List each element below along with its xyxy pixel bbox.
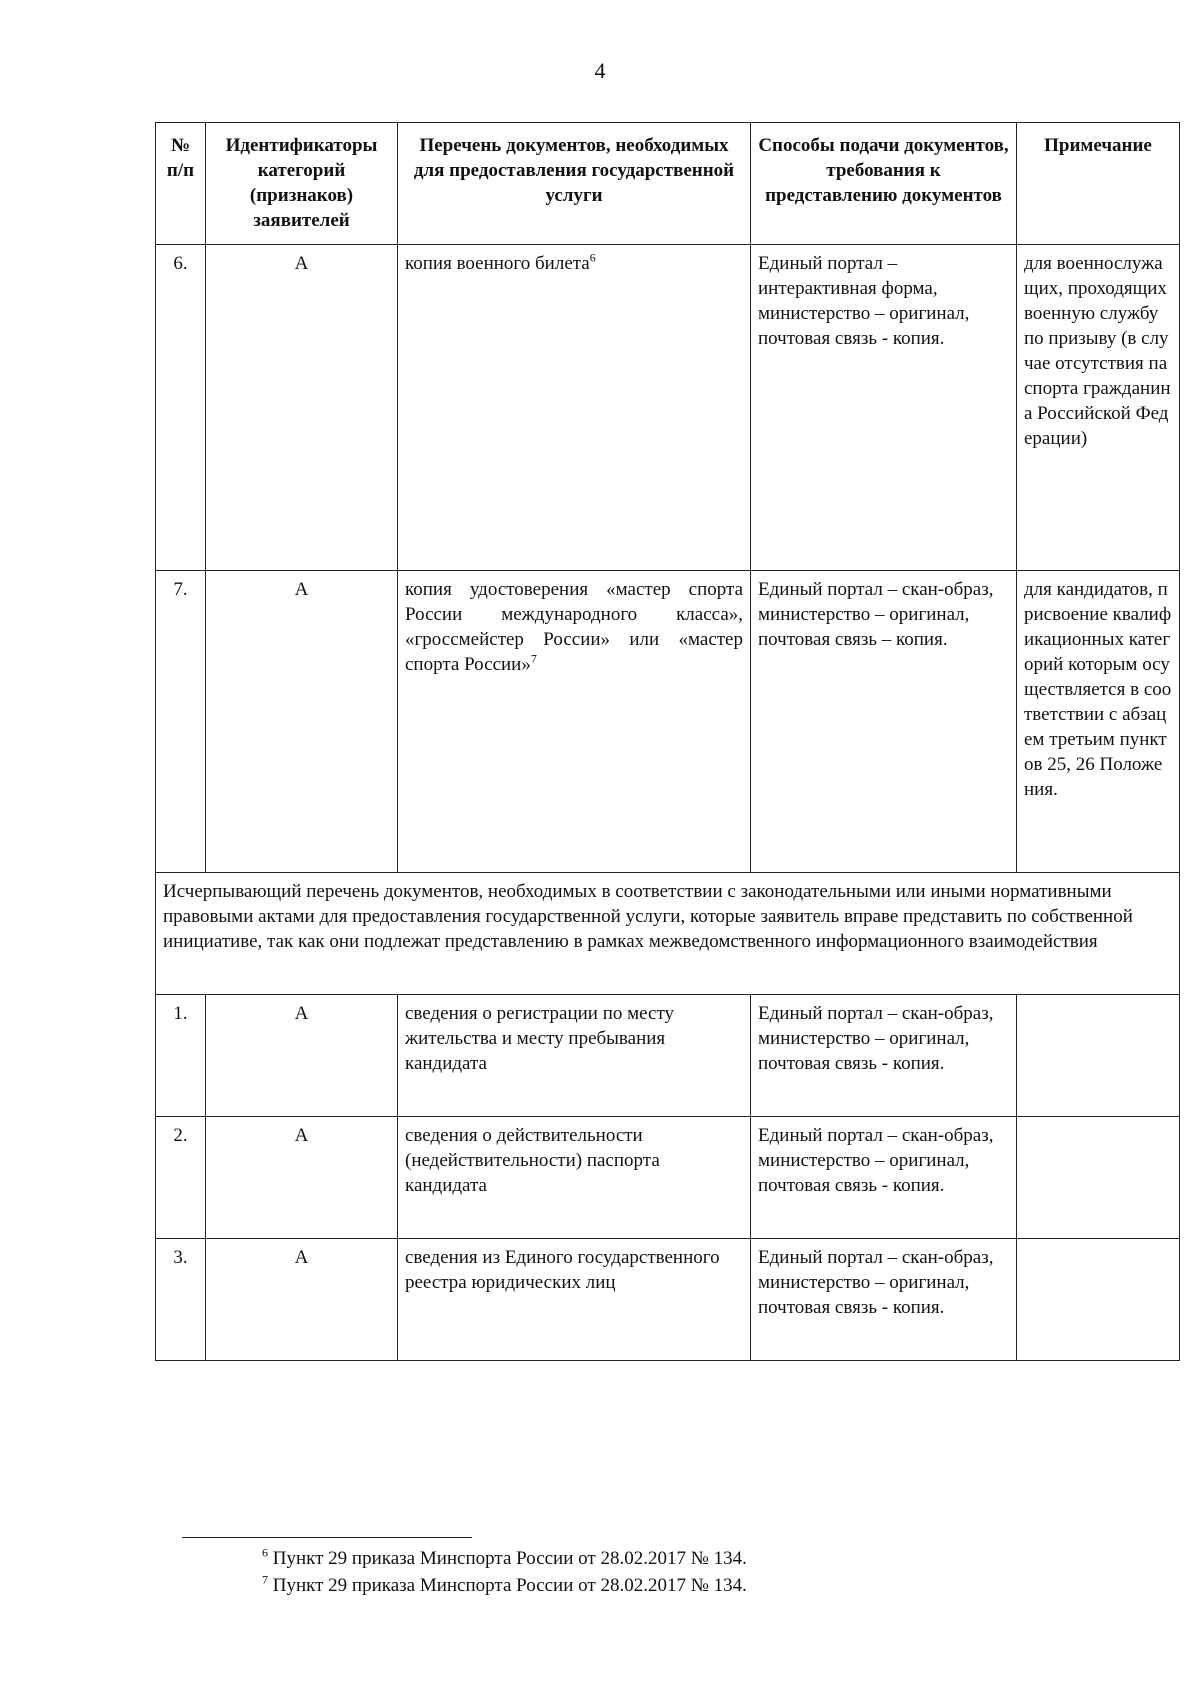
- row-number: 2.: [156, 1117, 206, 1239]
- header-identifiers: Идентификаторы категорий (признаков) заявителей: [206, 123, 398, 245]
- footnote-mark: 6: [262, 1545, 268, 1560]
- footnote: [262, 1545, 747, 1572]
- row-identifier: А: [206, 1117, 398, 1239]
- table-row: [156, 245, 1180, 571]
- row-document-text: копия военного билета: [405, 253, 590, 274]
- row-note: [1017, 1239, 1180, 1361]
- row-number: 6.: [156, 245, 206, 571]
- footnote-divider: [182, 1537, 472, 1538]
- footnote-mark: 7: [262, 1572, 268, 1587]
- row-method: Единый портал – скан-образ, министерство – оригинал, почтовая связь - копия.: [751, 995, 1017, 1117]
- row-note: [1017, 1117, 1180, 1239]
- row-identifier: А: [206, 571, 398, 873]
- table-header-row: [156, 123, 1180, 245]
- header-documents: Перечень документов, необходимых для предоставления государственной услуги: [398, 123, 751, 245]
- footnote-text: Пункт 29 приказа Минспорта России от 28.02.2017 № 134.: [272, 1548, 747, 1569]
- footnote-ref: 6: [589, 250, 596, 265]
- section-heading: Исчерпывающий перечень документов, необходимых в соответствии с законодательными или иными нормативными правовыми актами для предоставления государственной услуги, которые заявитель вправе представить по собственной инициативе, так как они подлежат представлению в рамках межведомственного информационного взаимодействия: [156, 873, 1180, 995]
- row-identifier: А: [206, 995, 398, 1117]
- row-document-text: копия удостоверения «мастер спорта России международного класса», «гроссмейстер России» или «мастер спорта России»: [405, 579, 743, 675]
- row-number: 7.: [156, 571, 206, 873]
- row-note: для военнослужащих, проходящих военную службу по призыву (в случае отсутствия паспорта гражданина Российской Федерации): [1017, 245, 1180, 571]
- row-document: [398, 571, 751, 873]
- row-document: [398, 245, 751, 571]
- footnote-ref: 7: [530, 651, 537, 666]
- row-document: сведения о регистрации по месту жительства и месту пребывания кандидата: [398, 995, 751, 1117]
- table-row: [156, 571, 1180, 873]
- row-note: [1017, 995, 1180, 1117]
- footnote: [262, 1572, 747, 1599]
- table-row: [156, 1239, 1180, 1361]
- row-method: Единый портал – скан-образ, министерство – оригинал, почтовая связь – копия.: [751, 571, 1017, 873]
- row-method: Единый портал – скан-образ, министерство – оригинал, почтовая связь - копия.: [751, 1239, 1017, 1361]
- header-number: № п/п: [156, 123, 206, 245]
- footnotes: [262, 1545, 747, 1599]
- row-number: 1.: [156, 995, 206, 1117]
- footnote-text: Пункт 29 приказа Минспорта России от 28.02.2017 № 134.: [272, 1575, 747, 1596]
- row-method: Единый портал – интерактивная форма, министерство – оригинал, почтовая связь - копия.: [751, 245, 1017, 571]
- documents-table: [155, 122, 1180, 1361]
- section-row: [156, 873, 1180, 995]
- row-note: для кандидатов, присвоение квалификационных категорий которым осуществляется в соответствии с абзацем третьим пунктов 25, 26 Положения.: [1017, 571, 1180, 873]
- row-number: 3.: [156, 1239, 206, 1361]
- row-method: Единый портал – скан-образ, министерство – оригинал, почтовая связь - копия.: [751, 1117, 1017, 1239]
- header-methods: Способы подачи документов, требования к представлению документов: [751, 123, 1017, 245]
- table-row: [156, 995, 1180, 1117]
- row-identifier: А: [206, 245, 398, 571]
- page-number: 4: [594, 58, 606, 83]
- table-row: [156, 1117, 1180, 1239]
- row-identifier: А: [206, 1239, 398, 1361]
- header-note: Примечание: [1017, 123, 1180, 245]
- row-document: сведения из Единого государственного реестра юридических лиц: [398, 1239, 751, 1361]
- row-document: сведения о действительности (недействительности) паспорта кандидата: [398, 1117, 751, 1239]
